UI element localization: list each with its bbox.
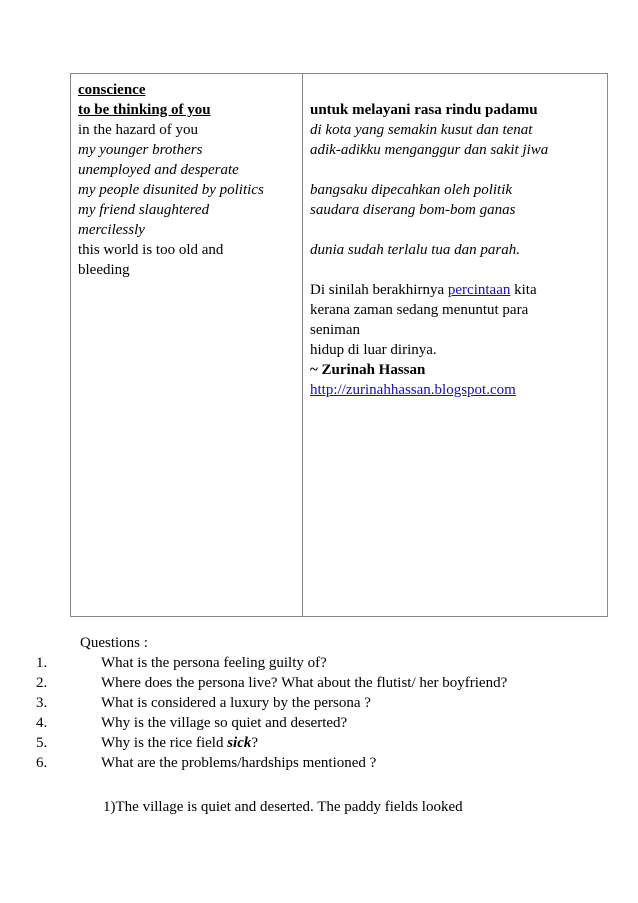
poem-line: my younger brothers [78,142,203,158]
poem-line: dunia sudah terlalu tua dan parah. [310,242,521,258]
poem-line: my people disunited by politics [78,182,264,198]
questions-heading: Questions : [80,635,148,651]
percintaan-link[interactable]: percintaan [447,282,511,298]
question-text: What are the problems/hardships mentioned ? [101,755,377,771]
poem-line: untuk melayani rasa rindu padamu [310,102,538,118]
english-translation-column [78,80,300,280]
question-text [101,733,258,753]
poem-text: kita [510,282,537,298]
question-text-part: Why is the rice field [101,735,228,751]
question-number: 2. [36,675,48,691]
emphasized-word: sick [227,735,252,751]
column-divider [302,74,303,616]
question-number: 6. [36,755,48,771]
poem-line: seniman [310,322,360,338]
poem-line: conscience [78,82,146,98]
poem-line: adik-adikku menganggur dan sakit jiwa [310,142,549,158]
question-text-part: ? [251,735,259,751]
poem-line: unemployed and desperate [78,162,239,178]
malay-original-column [310,80,604,400]
question-number: 3. [36,695,48,711]
question-text: Why is the village so quiet and deserted? [101,715,348,731]
question-text: What is the persona feeling guilty of? [101,655,327,671]
answer-text: 1)The village is quiet and deserted. The paddy fields looked [103,799,463,815]
question-number: 5. [36,735,48,751]
poem-line: hidup di luar dirinya. [310,342,437,358]
question-text: Where does the persona live? What about the flutist/ her boyfriend? [101,675,508,691]
poem-line: bleeding [78,262,130,278]
poem-line: to be thinking of you [78,102,211,118]
poem-author: ~ Zurinah Hassan [310,362,426,378]
question-number: 1. [36,655,48,671]
author-blog-link[interactable]: http://zurinahhassan.blogspot.com [310,382,516,398]
poem-line: my friend slaughtered [78,202,210,218]
poem-table [70,73,608,617]
poem-line: kerana zaman sedang menuntut para [310,302,529,318]
poem-text: Di sinilah berakhirnya [310,282,448,298]
poem-line [310,280,604,300]
poem-line: this world is too old and [78,242,224,258]
question-text: What is considered a luxury by the persona ? [101,695,371,711]
poem-line: saudara diserang bom-bom ganas [310,202,516,218]
poem-line: in the hazard of you [78,122,198,138]
poem-line: mercilessly [78,222,145,238]
poem-line: bangsaku dipecahkan oleh politik [310,182,513,198]
poem-line: di kota yang semakin kusut dan tenat [310,122,533,138]
question-number: 4. [36,715,48,731]
